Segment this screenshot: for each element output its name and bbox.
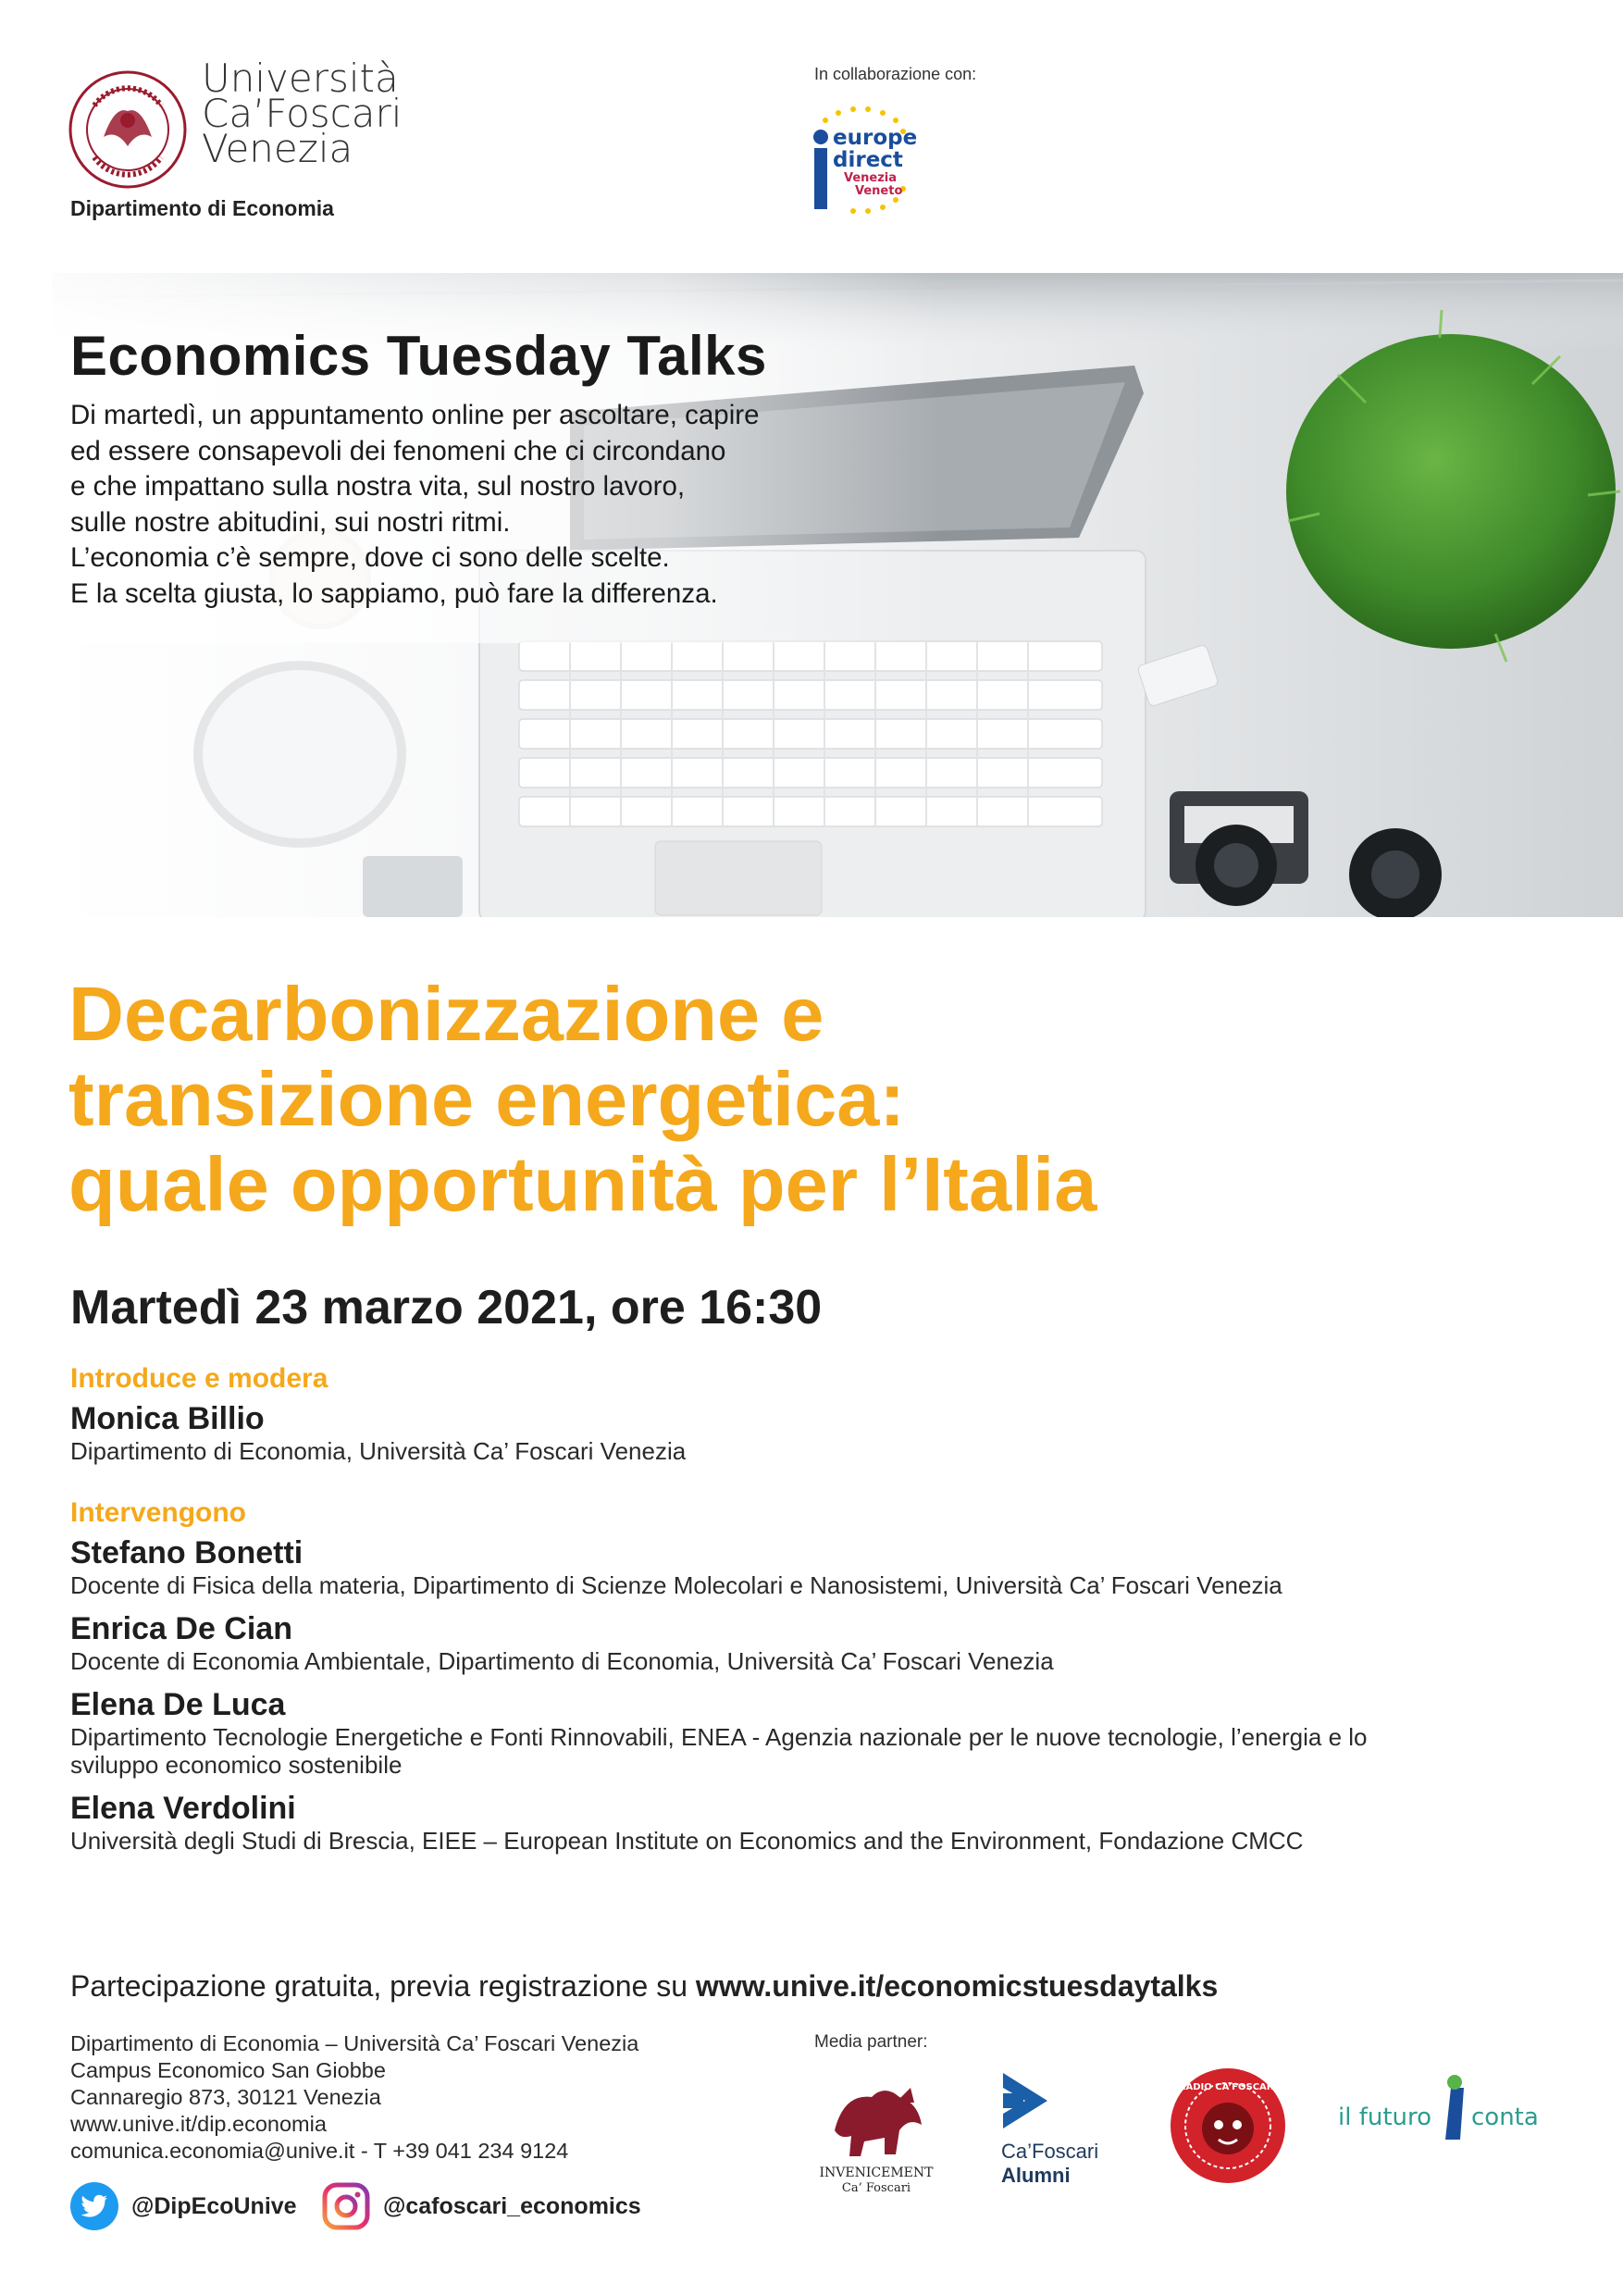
- speakers-label: Intervengono: [70, 1497, 247, 1528]
- speaker-name: Elena Verdolini: [70, 1791, 296, 1826]
- university-name-line-2: Ca’Foscari: [202, 91, 403, 136]
- moderator-section: [70, 1363, 1569, 1465]
- svg-text:INVENICEMENT: INVENICEMENT: [819, 2166, 934, 2180]
- description-line: Di martedì, un appuntamento online per ascoltare, capire: [70, 400, 760, 430]
- speaker-item: [70, 1686, 1569, 1779]
- radio-cafoscari-logo: [1168, 2066, 1288, 2186]
- event-title: [68, 972, 1096, 1227]
- event-date: Martedì 23 marzo 2021, ore 16:30: [70, 1281, 823, 1334]
- svg-text:il futuro: il futuro: [1338, 2104, 1432, 2131]
- university-name: [202, 56, 403, 171]
- university-name-line-3: Venezia: [202, 126, 353, 171]
- speaker-item: [70, 1610, 1569, 1675]
- svg-text:Veneto: Veneto: [855, 184, 903, 198]
- moderator-name: Monica Billio: [70, 1401, 265, 1436]
- svg-text:Venezia: Venezia: [844, 171, 898, 185]
- description-line: ed essere consapevoli dei fenomeni che ci circondano: [70, 435, 726, 466]
- contact-block: [70, 2030, 638, 2165]
- speaker-affiliation-line: sviluppo economico sostenibile: [70, 1751, 403, 1779]
- svg-text:direct: direct: [833, 148, 903, 172]
- instagram-icon: [322, 2182, 370, 2230]
- university-name-line-1: Università: [202, 56, 399, 101]
- speaker-affiliation: Docente di Fisica della materia, Dipartimento di Scienze Molecolari e Nanosistemi, Università Ca’ Foscari Venezia: [70, 1571, 1282, 1599]
- speaker-affiliation-line: Dipartimento Tecnologie Energetiche e Fonti Rinnovabili, ENEA - Agenzia nazionale per le nuove tecnologie, l’energia e lo: [70, 1723, 1368, 1751]
- svg-text:europe: europe: [833, 126, 918, 150]
- speaker-name: Stefano Bonetti: [70, 1535, 304, 1570]
- series-title: Economics Tuesday Talks: [70, 325, 767, 387]
- twitter-handle-text: @DipEcoUnive: [131, 2192, 297, 2219]
- instagram-handle[interactable]: [322, 2180, 641, 2232]
- speaker-affiliation: Università degli Studi di Brescia, EIEE – European Institute on Economics and the Environment, Fondazione CMCC: [70, 1827, 1304, 1855]
- speaker-item: [70, 1534, 1569, 1599]
- contact-email-phone[interactable]: comunica.economia@unive.it - T +39 041 234 9124: [70, 2139, 569, 2163]
- description-line: E la scelta giusta, lo sappiamo, può fare la differenza.: [70, 577, 718, 609]
- moderator-affiliation: Dipartimento di Economia, Università Ca’ Foscari Venezia: [70, 1437, 687, 1465]
- svg-text:Ca’Foscari: Ca’Foscari: [1001, 2140, 1099, 2163]
- contact-line: Dipartimento di Economia – Università Ca’ Foscari Venezia: [70, 2031, 639, 2055]
- svg-text:Alumni: Alumni: [1001, 2164, 1071, 2187]
- speaker-item: [70, 1790, 1569, 1855]
- event-title-line: quale opportunità per l’Italia: [68, 1141, 1097, 1227]
- registration-line: [70, 1969, 1218, 2004]
- instagram-handle-text: @cafoscari_economics: [383, 2192, 641, 2219]
- svg-text:conta: conta: [1471, 2104, 1539, 2131]
- speaker-name: Enrica De Cian: [70, 1611, 292, 1646]
- svg-text:Ca’ Foscari: Ca’ Foscari: [841, 2181, 911, 2195]
- registration-link[interactable]: www.unive.it/economicstuesdaytalks: [695, 1969, 1219, 2003]
- moderator-label: Introduce e modera: [70, 1363, 328, 1394]
- media-partner-label: Media partner:: [814, 2032, 928, 2052]
- university-seal-logo: [67, 68, 189, 191]
- il-futuro-conta-logo: [1336, 2066, 1558, 2158]
- description-line: e che impattano sulla nostra vita, sul nostro lavoro,: [70, 471, 686, 502]
- twitter-icon: [70, 2182, 118, 2230]
- twitter-handle[interactable]: [70, 2180, 297, 2232]
- event-title-line: transizione energetica:: [68, 1056, 906, 1142]
- svg-text:RADIO CA’FOSCARI: RADIO CA’FOSCARI: [1178, 2082, 1278, 2092]
- contact-line: Campus Economico San Giobbe: [70, 2058, 386, 2082]
- department-name: Dipartimento di Economia: [70, 196, 334, 220]
- description-line: sulle nostre abitudini, sui nostri ritmi.: [70, 506, 511, 538]
- speakers-section: [70, 1497, 1569, 1855]
- contact-website-link[interactable]: www.unive.it/dip.economia: [70, 2112, 327, 2136]
- speaker-affiliation: Docente di Economia Ambientale, Dipartimento di Economia, Università Ca’ Foscari Venezia: [70, 1647, 1054, 1675]
- registration-text: Partecipazione gratuita, previa registrazione su: [70, 1969, 696, 2003]
- series-description: [70, 398, 940, 612]
- description-line: L’economia c’è sempre, dove ci sono delle scelte.: [70, 542, 670, 573]
- event-title-line: Decarbonizzazione e: [68, 971, 824, 1057]
- cafoscari-alumni-logo: [997, 2066, 1127, 2195]
- collaboration-label: In collaborazione con:: [814, 65, 977, 83]
- speaker-name: Elena De Luca: [70, 1687, 286, 1722]
- invenicement-logo: [807, 2066, 946, 2195]
- europe-direct-logo: [807, 100, 946, 220]
- contact-line: Cannaregio 873, 30121 Venezia: [70, 2085, 381, 2109]
